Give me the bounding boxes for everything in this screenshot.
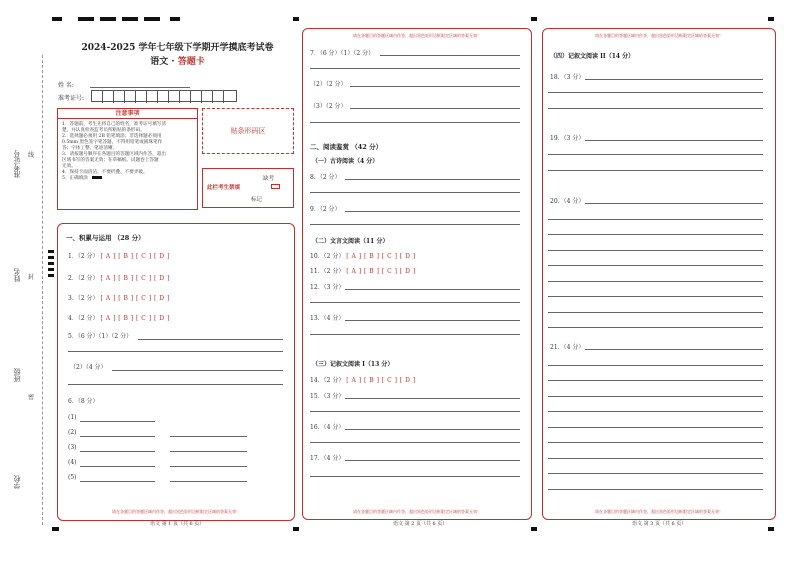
absent-text: 缺考: [263, 176, 275, 182]
question-7: 7．（6 分）（1）（2 分）: [310, 50, 375, 57]
question-17: 17．（4 分）: [310, 455, 345, 462]
warning-text: 请在各题目的答题区域内作答，超出黑色矩形边框限定区域的答案无效！: [112, 509, 240, 514]
exam-id-grid[interactable]: [91, 90, 237, 102]
choice-bubbles-q11[interactable]: [ A ] [ B ] [ C ] [ D ]: [346, 268, 416, 275]
warning-text: 请在各题目的答题区域内作答，超出黑色矩形边框限定区域的答案无效！: [353, 509, 481, 514]
warning-text: 请在各题目的答题区域内作答，超出黑色矩形边框限定区域的答案无效！: [353, 33, 481, 38]
note-line: 1．答题前，考生先将自己的姓名，准考证号填写清: [62, 122, 166, 127]
note-line: 0.5mm 黑色签字笔答题，不得用铅笔或圆珠笔作: [62, 140, 163, 145]
section-1-heading: 一、积累与运用 （28 分）: [66, 234, 145, 242]
subject-title: [65, 54, 290, 67]
answer-line[interactable]: [350, 108, 520, 109]
question-7-part-3: （3）（2 分）: [310, 103, 347, 110]
note-line: 区域书写的答案无效；在草稿纸、试题卷上答题: [62, 158, 159, 163]
exam-id-label: 准考证号:: [58, 95, 85, 102]
q6-item-4: (4): [68, 459, 77, 466]
question-14: 14．（2 分） [ A ] [ B ] [ C ] [ D ]: [310, 377, 416, 384]
q6-item-2: (2): [68, 429, 77, 436]
side-label-school: 学校: [13, 475, 21, 489]
answer-line[interactable]: [170, 436, 247, 437]
question-9: 9．（2 分）: [310, 206, 341, 213]
answer-line[interactable]: [138, 339, 283, 340]
answer-line[interactable]: [548, 250, 763, 251]
warning-text: 请在各题目的答题区域内作答，超出黑色矩形边框限定区域的答案无效！: [595, 509, 723, 514]
notes-title: 注意事项: [58, 109, 197, 119]
side-label-seal: 封: [28, 274, 35, 281]
answer-line[interactable]: [548, 92, 763, 93]
note-line: 无效。: [62, 164, 76, 169]
choice-bubbles-q2[interactable]: [ A ] [ B ] [ C ] [ D ]: [100, 275, 170, 282]
question-13: 13．（4 分）: [310, 315, 345, 322]
answer-line[interactable]: [350, 86, 520, 87]
question-16: 16．（4 分）: [310, 424, 345, 431]
answer-line[interactable]: [548, 489, 763, 490]
question-3: 3．（2 分） [ A ] [ B ] [ C ] [ D ]: [68, 295, 170, 302]
question-21: 21．（4 分）: [550, 344, 585, 351]
answer-line[interactable]: [345, 289, 520, 290]
exam-title: 2024-2025 学年七年级下学期开学摸底考试卷: [81, 43, 274, 53]
answer-line[interactable]: [80, 436, 155, 437]
question-20: 20．（4 分）: [550, 198, 585, 205]
answer-line[interactable]: [548, 458, 763, 459]
answer-line[interactable]: [68, 384, 283, 385]
answer-line[interactable]: [548, 427, 763, 428]
answer-line[interactable]: [548, 108, 763, 109]
side-label-class: 班级: [13, 368, 21, 382]
answer-line[interactable]: [380, 55, 520, 56]
question-12: 12．（3 分）: [310, 284, 345, 291]
page-footer-3: 语文 第 3 页（共 6 页）: [632, 521, 687, 527]
answer-line[interactable]: [548, 265, 763, 266]
answer-line[interactable]: [548, 411, 763, 412]
side-label-name: 姓名: [13, 268, 21, 282]
name-label: 姓 名:: [58, 82, 74, 89]
choice-bubbles-q14[interactable]: [ A ] [ B ] [ C ] [ D ]: [346, 377, 416, 384]
answer-line[interactable]: [585, 349, 763, 350]
answer-line[interactable]: [345, 320, 520, 321]
absent-box-label: 此栏考生禁填: [207, 185, 241, 191]
answer-line[interactable]: [548, 219, 763, 220]
question-2: 2．（2 分） [ A ] [ B ] [ C ] [ D ]: [68, 275, 170, 282]
answer-line[interactable]: [548, 281, 763, 282]
question-6: 6．（8 分）: [68, 398, 99, 405]
answer-line[interactable]: [68, 351, 283, 352]
side-label-exam-id: 准考证号: [13, 150, 21, 178]
answer-line[interactable]: [345, 179, 520, 180]
answer-line[interactable]: [310, 122, 520, 123]
answer-line[interactable]: [548, 365, 763, 366]
answer-panel-1: [57, 223, 295, 521]
side-label-secret: 密: [28, 394, 35, 401]
answer-line[interactable]: [310, 224, 520, 225]
answer-line[interactable]: [170, 481, 247, 482]
answer-line[interactable]: [170, 451, 247, 452]
question-5: 5．（6 分）（1）（2 分）: [68, 333, 133, 340]
question-15: 15．（3 分）: [310, 393, 345, 400]
choice-bubbles-q1[interactable]: [ A ] [ B ] [ C ] [ D ]: [100, 253, 170, 260]
q6-item-3: (3): [68, 444, 77, 451]
answer-line[interactable]: [548, 296, 763, 297]
answer-line[interactable]: [310, 442, 520, 443]
barcode-area: [202, 108, 294, 154]
subsection-classical: （二）文言文阅读（11 分）: [312, 238, 389, 245]
answer-line[interactable]: [548, 442, 763, 443]
note-line: 2．选择题必须用 2B 铅笔填涂；非选择题必须用: [62, 134, 162, 139]
answer-line[interactable]: [345, 211, 520, 212]
q6-item-1: (1): [68, 414, 77, 421]
answer-line[interactable]: [345, 460, 520, 461]
answer-line[interactable]: [80, 421, 155, 422]
name-field[interactable]: [90, 87, 190, 88]
question-18: 18．（3 分）: [550, 74, 585, 81]
choice-bubbles-q10[interactable]: [ A ] [ B ] [ C ] [ D ]: [346, 253, 416, 260]
question-1: 1．（2 分） [ A ] [ B ] [ C ] [ D ]: [68, 253, 170, 260]
binding-strip: [0, 0, 50, 561]
answer-line[interactable]: [548, 380, 763, 381]
answer-line[interactable]: [80, 451, 155, 452]
answer-line[interactable]: [112, 370, 283, 371]
subsection-poem: （一）古诗阅读（4 分）: [312, 158, 379, 165]
notes-box: [57, 108, 198, 210]
binding-dashed-line: [42, 55, 43, 525]
answer-panel-3: [542, 28, 776, 520]
answer-line[interactable]: [548, 234, 763, 235]
choice-bubbles-q3[interactable]: [ A ] [ B ] [ C ] [ D ]: [100, 295, 170, 302]
section-2-heading: 二、阅读鉴赏 （42 分）: [310, 143, 383, 151]
note-line: 4．保持卡面清洁，不要折叠、不要弄破。: [62, 170, 148, 175]
answer-line[interactable]: [345, 398, 520, 399]
subject-name: 语文 ·: [150, 57, 178, 67]
question-8: 8．（2 分）: [310, 174, 341, 181]
answer-line[interactable]: [80, 481, 155, 482]
answer-line[interactable]: [585, 203, 763, 204]
answer-card-label: 答题卡: [177, 57, 205, 67]
answer-line[interactable]: [310, 334, 520, 335]
q6-item-5: (5): [68, 474, 77, 481]
note-line: 3．请按题号顺序在各题目的答题区域内作答，超出: [62, 152, 166, 157]
subsection-narrative-2: （四）记叙文阅读 II（14 分）: [550, 53, 635, 60]
answer-line[interactable]: [310, 476, 520, 477]
answer-line[interactable]: [310, 411, 520, 412]
filled-bubble-example: [92, 176, 102, 179]
answer-line[interactable]: [548, 170, 763, 171]
question-7-part-2: （2）（2 分）: [310, 81, 347, 88]
answer-line[interactable]: [345, 429, 520, 430]
question-4: 4．（2 分） [ A ] [ B ] [ C ] [ D ]: [68, 315, 170, 322]
question-11: 11．（2 分） [ A ] [ B ] [ C ] [ D ]: [310, 268, 416, 275]
answer-line[interactable]: [585, 140, 763, 141]
answer-line[interactable]: [548, 396, 763, 397]
warning-text: 请在各题目的答题区域内作答，超出黑色矩形边框限定区域的答案无效！: [595, 33, 723, 38]
page-footer-1: 语文 第 1 页（共 6 页）: [150, 521, 205, 527]
answer-line[interactable]: [170, 466, 247, 467]
side-label-line: 线: [28, 152, 35, 159]
question-10: 10．（2 分） [ A ] [ B ] [ C ] [ D ]: [310, 253, 416, 260]
note-line: 楚，并认真检查监考员所粘贴的条形码。: [62, 128, 145, 133]
fill-example-text: 5．正确填涂: [62, 176, 88, 181]
answer-line[interactable]: [310, 302, 520, 303]
subsection-narrative-1: （三）记叙文阅读 I（13 分）: [312, 361, 394, 368]
answer-line[interactable]: [80, 466, 155, 467]
barcode-area-label: 贴条形码区: [230, 127, 266, 135]
question-5-part-2: （2）（4 分）: [70, 364, 107, 371]
absent-box: [202, 168, 294, 208]
answer-line[interactable]: [548, 473, 763, 474]
note-line: 答；字体工整、笔迹清晰。: [62, 146, 118, 151]
choice-bubbles-q4[interactable]: [ A ] [ B ] [ C ] [ D ]: [100, 315, 170, 322]
answer-line[interactable]: [310, 192, 520, 193]
answer-line[interactable]: [548, 312, 763, 313]
mark-text: 标记: [251, 197, 263, 203]
note-line-fill-example: [62, 176, 194, 182]
page-footer-2: 语文 第 2 页（共 6 页）: [393, 521, 448, 527]
answer-line[interactable]: [310, 68, 520, 69]
question-19: 19．（3 分）: [550, 135, 585, 142]
answer-line[interactable]: [548, 154, 763, 155]
answer-line[interactable]: [548, 327, 763, 328]
answer-line[interactable]: [585, 79, 763, 80]
absent-mark-box[interactable]: [271, 184, 280, 189]
